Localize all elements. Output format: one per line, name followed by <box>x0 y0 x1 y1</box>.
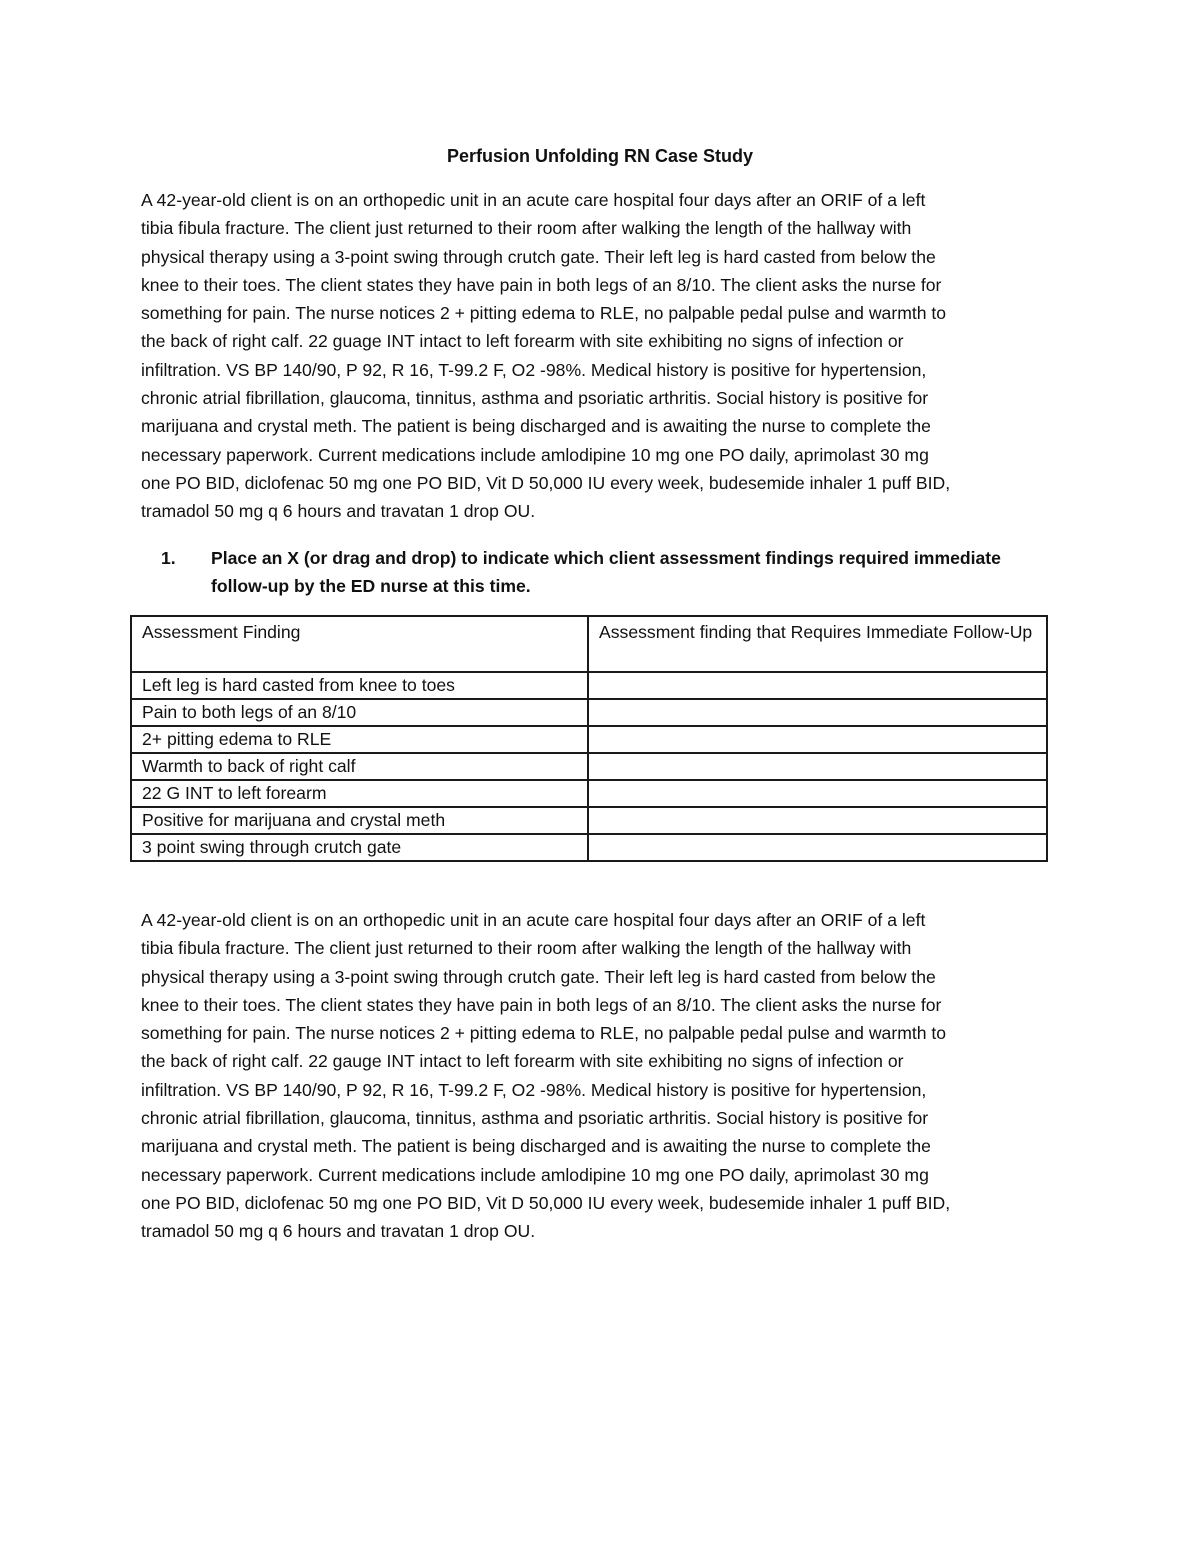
paragraph-line: chronic atrial fibrillation, glaucoma, tinnitus, asthma and psoriatic arthritis. Social history is positive for <box>141 1108 929 1129</box>
table-row <box>131 699 1047 726</box>
paragraph-line: tramadol 50 mg q 6 hours and travatan 1 drop OU. <box>141 501 536 522</box>
case-paragraph-1 <box>141 186 1061 526</box>
question-number: 1. <box>161 548 176 568</box>
paragraph-line: marijuana and crystal meth. The patient is being discharged and is awaiting the nurse to complete the <box>141 416 931 437</box>
follow-up-drop-cell[interactable] <box>588 780 1047 807</box>
paragraph-line: knee to their toes. The client states they have pain in both legs of an 8/10. The client asks the nurse for <box>141 994 942 1015</box>
follow-up-drop-cell[interactable] <box>588 834 1047 861</box>
paragraph-line: marijuana and crystal meth. The patient is being discharged and is awaiting the nurse to complete the <box>141 1136 931 1157</box>
table-row <box>131 672 1047 699</box>
paragraph-line: infiltration. VS BP 140/90, P 92, R 16, T-99.2 F, O2 -98%. Medical history is positive for hypertension, <box>141 359 927 380</box>
paragraph-line: tibia fibula fracture. The client just returned to their room after walking the length of the hallway with <box>141 938 912 959</box>
table-row <box>131 807 1047 834</box>
paragraph-line: something for pain. The nurse notices 2 + pitting edema to RLE, no palpable pedal pulse and warmth to <box>141 303 947 324</box>
paragraph-line: tibia fibula fracture. The client just returned to their room after walking the length of the hallway with <box>141 218 912 239</box>
paragraph-line: chronic atrial fibrillation, glaucoma, tinnitus, asthma and psoriatic arthritis. Social history is positive for <box>141 388 929 409</box>
follow-up-drop-cell[interactable] <box>588 699 1047 726</box>
paragraph-line: tramadol 50 mg q 6 hours and travatan 1 drop OU. <box>141 1221 536 1242</box>
page-title: Perfusion Unfolding RN Case Study <box>446 146 754 166</box>
paragraph-line: something for pain. The nurse notices 2 + pitting edema to RLE, no palpable pedal pulse and warmth to <box>141 1023 947 1044</box>
table-row <box>131 726 1047 753</box>
paragraph-line: one PO BID, diclofenac 50 mg one PO BID, Vit D 50,000 IU every week, budesemide inhaler 1 puff BID, <box>141 472 951 493</box>
follow-up-drop-cell[interactable] <box>588 807 1047 834</box>
paragraph-line: physical therapy using a 3-point swing through crutch gate. Their left leg is hard casted from below the <box>141 966 936 987</box>
assessment-table <box>130 615 1048 862</box>
finding-cell: Pain to both legs of an 8/10 <box>131 699 588 726</box>
finding-cell: 2+ pitting edema to RLE <box>131 726 588 753</box>
follow-up-drop-cell[interactable] <box>588 672 1047 699</box>
table-row <box>131 834 1047 861</box>
table-header-row <box>131 616 1047 672</box>
question-text <box>211 544 1071 601</box>
paragraph-line: necessary paperwork. Current medications include amlodipine 10 mg one PO daily, aprimolast 30 mg <box>141 1164 929 1185</box>
finding-cell: 3 point swing through crutch gate <box>131 834 588 861</box>
finding-cell: Positive for marijuana and crystal meth <box>131 807 588 834</box>
finding-cell: 22 G INT to left forearm <box>131 780 588 807</box>
finding-cell: Warmth to back of right calf <box>131 753 588 780</box>
paragraph-line: knee to their toes. The client states they have pain in both legs of an 8/10. The client asks the nurse for <box>141 274 942 295</box>
header-assessment-finding: Assessment Finding <box>131 616 588 672</box>
paragraph-line: physical therapy using a 3-point swing through crutch gate. Their left leg is hard casted from below the <box>141 246 936 267</box>
paragraph-line: the back of right calf. 22 guage INT intact to left forearm with site exhibiting no signs of infection or <box>141 331 904 352</box>
paragraph-line: the back of right calf. 22 gauge INT intact to left forearm with site exhibiting no signs of infection or <box>141 1051 904 1072</box>
table-row <box>131 780 1047 807</box>
table-row <box>131 753 1047 780</box>
paragraph-line: A 42-year-old client is on an orthopedic unit in an acute care hospital four days after an ORIF of a left <box>141 190 926 210</box>
question-line: Place an X (or drag and drop) to indicate which client assessment findings required immediate <box>211 548 1001 568</box>
finding-cell: Left leg is hard casted from knee to toes <box>131 672 588 699</box>
header-requires-follow-up: Assessment finding that Requires Immediate Follow-Up <box>588 616 1047 672</box>
case-paragraph-2 <box>141 906 1061 1246</box>
follow-up-drop-cell[interactable] <box>588 753 1047 780</box>
paragraph-line: one PO BID, diclofenac 50 mg one PO BID, Vit D 50,000 IU every week, budesemide inhaler 1 puff BID, <box>141 1192 951 1213</box>
follow-up-drop-cell[interactable] <box>588 726 1047 753</box>
paragraph-line: necessary paperwork. Current medications include amlodipine 10 mg one PO daily, aprimolast 30 mg <box>141 444 929 465</box>
paragraph-line: infiltration. VS BP 140/90, P 92, R 16, T-99.2 F, O2 -98%. Medical history is positive for hypertension, <box>141 1079 927 1100</box>
question-line: follow-up by the ED nurse at this time. <box>211 576 531 597</box>
paragraph-line: A 42-year-old client is on an orthopedic unit in an acute care hospital four days after an ORIF of a left <box>141 910 926 930</box>
